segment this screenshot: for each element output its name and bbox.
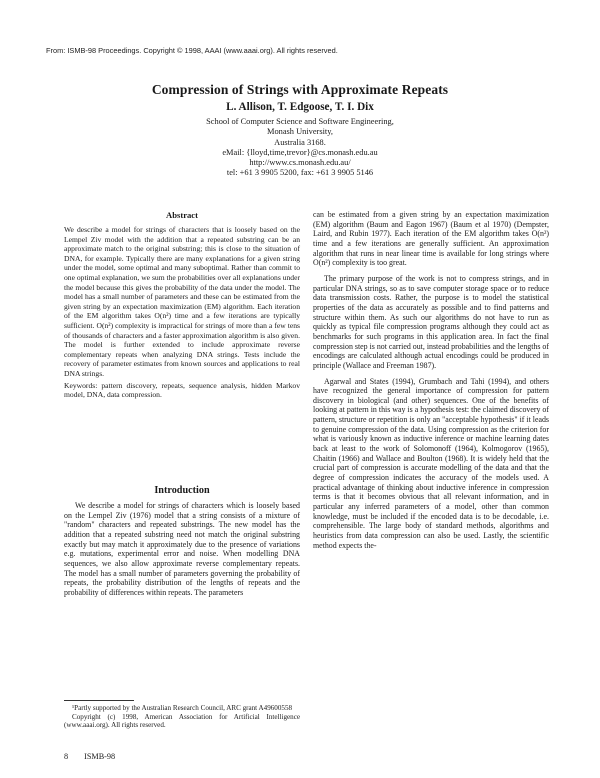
affiliation-school: School of Computer Science and Software Engineering,	[206, 117, 394, 126]
page-footer	[64, 752, 129, 761]
introduction-heading: Introduction	[154, 485, 210, 496]
introduction-paragraph: We describe a model for strings of characters which is loosely based on the Lempel Ziv (1976) model that a string consists of a mixture of "random" characters and repeated substrings. The new model has the addition that a repeated substring need not match the original substring exactly but may match it approximately due to the presence of variations e.g. mutations, experimental error and noise. When modelling DNA sequences, we also allow approximate reverse complementary repeats. The model has a small number of parameters governing the probability of repeats, the probability distribution of the lengths of repeats and the probability of differences within repeats. The parameters	[64, 501, 300, 597]
footnote-funding: ¹Partly supported by the Australian Research Council, ARC grant A49600558	[72, 704, 293, 712]
abstract-heading: Abstract	[166, 210, 198, 220]
author-affiliation	[0, 117, 600, 179]
affiliation-university: Monash University,	[267, 127, 333, 137]
affiliation-country: Australia 3168.	[274, 137, 326, 147]
right-paragraph: Agarwal and States (1994), Grumbach and Tahi (1994), and others have recognized the general importance of compression for pattern discovery in biological (and other) sequences. One of the benefits of looking at pattern in this way is a hypothesis test: the claimed discovery of pattern, structure or repetition is only an "acceptable hypothesis" if it leads to genuine compression of the data. Using compression as the criterion for what is variously known as inductive inference or machine learning dates back at least to the work of Solomonoff (1964), Kolmogorov (1965), Chaitin (1966) and Wallace and Boulton (1968). It is widely held that the crucial part of compression is accurate modelling of the data and that the degree of compression indicates the accuracy of the models used. A practical advantage of thinking about inductive inference in compression terms is that it becomes obvious that all relevant information, and in particular any inferred parameters of a model, other than common knowledge, must be included if the encoded data is to be decodable, i.e. comprehensible. The large body of standard methods, algorithms and heuristics from data compression can also be used. Lastly, the scientific method expects the-	[313, 376, 549, 550]
venue-label: ISMB-98	[84, 752, 116, 761]
footnote-copyright: Copyright (c) 1998, American Association for Artificial Intelligence (www.aaai.org). All rights reserved.	[64, 712, 300, 730]
paper-authors: L. Allison, T. Edgoose, T. I. Dix	[226, 101, 374, 113]
affiliation-email: eMail: {lloyd,time,trevor}@cs.monash.edu.au	[222, 147, 378, 157]
footnotes	[64, 704, 300, 730]
affiliation-phone: tel: +61 3 9905 5200, fax: +61 3 9905 5146	[226, 168, 374, 178]
introduction-section	[64, 501, 300, 598]
right-paragraph: The primary purpose of the work is not to compress strings, and in particular DNA strings, so as to save computer storage space or to reduce data transmission costs. Rather, the purpose is to model the statistical properties of the data as accurately as possible and to find patterns and structure within them. As such our algorithms do not have to run as quickly as typical file compression programs although they could act as benchmarks for such programs in this application area. In fact the final compression step is not carried out, instead probabilities and the lengths of encodings are calculated although actual encodings could be produced in principle (Wallace and Freeman 1987).	[313, 273, 549, 370]
right-paragraph: can be estimated from a given string by an expectation maximization (EM) algorithm (Baum and Eagon 1967) (Baum et al 1970) (Dempster, Laird, and Rubin 1977). Each iteration of the EM algorithm takes O(n²) time and a few iterations are generally sufficient. An approximation algorithm that runs in near linear time is available for long strings where O(n²) complexity is too great.	[313, 210, 549, 268]
abstract-text: We describe a model for strings of characters that is loosely based on the Lempel Ziv model with the addition that a repeated substring can be an approximate match to the original substring; this is close to the situation of DNA, for example. Typically there are many explanations for a given string under the model, some optimal and many suboptimal. Rather than commit to one optimal explanation, we sum the probabilities over all explanations under the model because this gives the probability of the data under the model. The model has a small number of parameters and these can be estimated from the given string by an expectation maximization (EM) algorithm. Each iteration of the EM algorithm takes O(n²) time and a few iterations are typically sufficient. O(n²) complexity is impractical for strings of more than a few tens of thousands of characters and a faster approximation algorithm is also given. The model is further extended to include approximate reverse complementary repeats when analyzing DNA strings. Tests include the recovery of parameter estimates from known sources and applications to real DNA strings.	[64, 225, 300, 378]
abstract-section	[64, 225, 300, 400]
right-column	[313, 210, 549, 550]
paper-title: Compression of Strings with Approximate Repeats	[151, 82, 449, 97]
proceedings-source-line: From: ISMB-98 Proceedings. Copyright © 1998, AAAI (www.aaai.org). All rights reserved.	[46, 46, 338, 55]
abstract-keywords: Keywords: pattern discovery, repeats, sequence analysis, hidden Markov model, DNA, data compression.	[64, 380, 300, 400]
footnote-divider	[64, 700, 134, 701]
page-number: 8	[64, 752, 69, 761]
affiliation-url: http://www.cs.monash.edu.au/	[249, 158, 351, 168]
